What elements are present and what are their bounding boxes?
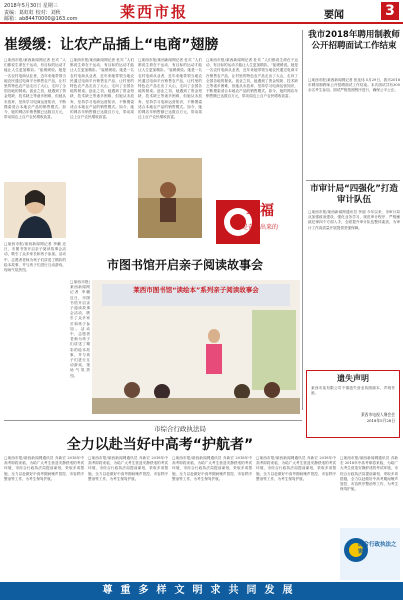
- banner-main-text: 幸福: [246, 203, 274, 219]
- article3-title: 全力以赴当好中高考“护航者”: [66, 437, 254, 453]
- article1-col2: □莱西市报/莱西新闻网记者 杜宾 “人们都说生命在于运动，有目标的运动才能让人生更加精彩。”崔缓缓说。她是一名农村电商从业者，近年来她带领当地农民通过电商平台销售农产品，让村里的特色农产品走出了大山，走向了全国各地的餐桌。创业之初，她遇到了资金短缺、技术缺乏等诸多困难，但她从未放弃，坚持学习电商运营知识，不断摸索适合本地农产品的销售模式。如今，她的网店年销售额已达数百万元，带动周边上百户农民增收致富。: [70, 58, 134, 120]
- email-line: 邮箱：ab84470000@163.com: [4, 16, 78, 22]
- notice-date: 2018年5月28日: [366, 418, 395, 423]
- right-body2: □莱西市报/莱西新闻网通讯员 李丽 今年以来，市审计局从加强政治建设、强化业务学习、规范审计程序、严格廉政纪律四个方面入手，全面提升审计队伍整体素质，为审计工作高质量开展提供坚强保障。: [308, 210, 400, 230]
- article3-col1: □莱西市报/莱西新闻网通讯员 乔新宏 2018年中高考即将来临，为给广大考生营造安静舒适的考试环境，市综合行政执法局提前谋划，采取多项措施，全力以赴做好中高考期间噪声管控、市容秩序整治等工作，为考生保驾护航。: [4, 456, 84, 481]
- section-title: 要闻: [324, 10, 344, 21]
- happiness-banner: [206, 196, 298, 248]
- right-title2: 市审计局“四强化”打造审计队伍: [310, 184, 398, 205]
- section-divider: [4, 420, 302, 421]
- notice-sign: 莱西市电视人聚会会: [360, 412, 395, 417]
- article3-col4: □莱西市报/莱西新闻网通讯员 乔新宏 2018年中高考即将来临，为给广大考生营造安静舒适的考试环境，市综合行政执法局提前谋划，采取多项措施，全力以赴做好中高考期间噪声管控、市容秩序整治等工作，为考生保驾护航。: [256, 456, 336, 481]
- article1-title: 崔缓缓：让农产品插上“电商”翅膀: [4, 37, 219, 53]
- article2-col2: □莱西市报/莱西新闻网记者 李鹏 近日，市图书馆开启亲子阅读故事会活动，吸引了众多家长和孩子参加。活动中，志愿者老师为孩子们讲述了精彩的绘本故事，并与孩子们进行互动游戏，现场气氛热烈。: [70, 280, 90, 378]
- article3-col3: □莱西市报/莱西新闻网通讯员 乔新宏 2018年中高考即将来临，为给广大考生营造安静舒适的考试环境，市综合行政执法局提前谋划，采取多项措施，全力以赴做好中高考期间噪声管控、市容秩序整治等工作，为考生保驾护航。: [172, 456, 252, 481]
- field-photo: [138, 158, 202, 238]
- notice-title: 遗失声明: [337, 374, 369, 383]
- date-line: 2018年5月30日 星期三: [4, 3, 58, 9]
- field-image: [138, 158, 202, 238]
- article3-kicker: 市综合行政执法局: [154, 425, 206, 433]
- promo-badge-text: 综合行政执法之窗: [358, 542, 397, 555]
- footer-slogan: 尊重多样文明求共同发展: [0, 582, 403, 600]
- article2-col1: □莱西市报/莱西新闻网记者 李鹏 近日，市图书馆开启亲子阅读故事会活动，吸引了众多家长和孩子参加。活动中，志愿者老师为孩子们讲述了精彩的绘本故事，并与孩子们进行互动游戏，现场气氛热烈。: [4, 242, 66, 273]
- banner-sub-text: 都是奋斗出来的: [236, 224, 279, 231]
- storytelling-photo: [92, 280, 300, 414]
- article1-col3: □莱西市报/莱西新闻网记者 杜宾 “人们都说生命在于运动，有目标的运动才能让人生更加精彩。”崔缓缓说。她是一名农村电商从业者，近年来她带领当地农民通过电商平台销售农产品，让村里的特色农产品走出了大山，走向了全国各地的餐桌。创业之初，她遇到了资金短缺、技术缺乏等诸多困难，但她从未放弃，坚持学习电商运营知识，不断摸索适合本地农产品的销售模式。如今，她的网店年销售额已达数百万元，带动周边上百户农民增收致富。: [138, 58, 202, 120]
- portrait-photo: [4, 182, 66, 238]
- newspaper-logo: 莱西市报: [120, 3, 189, 21]
- article3-col5: □莱西市报/莱西新闻网通讯员 乔新宏 2018年中高考即将来临，为给广大考生营造安静舒适的考试环境，市综合行政执法局提前谋划，采取多项措施，全力以赴做好中高考期间噪声管控、市容秩序整治等工作，为考生保驾护航。: [340, 456, 398, 492]
- portrait-image: [4, 182, 66, 238]
- promo-badge: [340, 528, 400, 580]
- article1-col1: □莱西市报/莱西新闻网记者 杜宾 “人们都说生命在于运动，有目标的运动才能让人生更加精彩。”崔缓缓说。她是一名农村电商从业者，近年来她带领当地农民通过电商平台销售农产品，让村里的特色农产品走出了大山，走向了全国各地的餐桌。创业之初，她遇到了资金短缺、技术缺乏等诸多困难，但她从未放弃，坚持学习电商运营知识，不断摸索适合本地农产品的销售模式。如今，她的网店年销售额已达数百万元，带动周边上百户农民增收致富。: [4, 58, 66, 120]
- photo-banner-text: 莱西市图书馆“读绘本”系列亲子阅读故事会: [133, 286, 259, 294]
- right-title1: 我市2018年聘用制教师公开招聘面试工作结束: [308, 30, 400, 51]
- article3-col2: □莱西市报/莱西新闻网通讯员 乔新宏 2018年中高考即将来临，为给广大考生营造安静舒适的考试环境，市综合行政执法局提前谋划，采取多项措施，全力以赴做好中高考期间噪声管控、市容秩序整治等工作，为考生保驾护航。: [88, 456, 168, 481]
- article1-col4: □莱西市报/莱西新闻网记者 杜宾 “人们都说生命在于运动，有目标的运动才能让人生更加精彩。”崔缓缓说。她是一名农村电商从业者，近年来她带领当地农民通过电商平台销售农产品，让村里的特色农产品走出了大山，走向了全国各地的餐桌。创业之初，她遇到了资金短缺、技术缺乏等诸多困难，但她从未放弃，坚持学习电商运营知识，不断摸索适合本地农产品的销售模式。如今，她的网店年销售额已达数百万元，带动周边上百户农民增收致富。: [206, 58, 298, 99]
- lost-notice-box: [306, 370, 400, 438]
- page-number: 3: [381, 2, 399, 20]
- storytelling-image: [92, 280, 300, 414]
- editor-line: 责编：葛虹虹 校对：刘秋: [4, 9, 61, 16]
- article2-title: 市图书馆开启亲子阅读故事会: [106, 258, 263, 272]
- column-divider: [302, 30, 303, 410]
- notice-body: 莱西市某有限公司不慎遗失营业执照副本，声明作废。: [311, 386, 395, 396]
- right-body1: □莱西市报/莱西新闻网记者 张连伟 5月29日，我市2018年聘用制教师公开招聘面试工作结束。本次面试共有300余名考生参加，面试严格按照程序进行，确保公平公正。: [308, 78, 400, 93]
- issue-meta: [4, 3, 78, 23]
- right-divider: [306, 180, 400, 181]
